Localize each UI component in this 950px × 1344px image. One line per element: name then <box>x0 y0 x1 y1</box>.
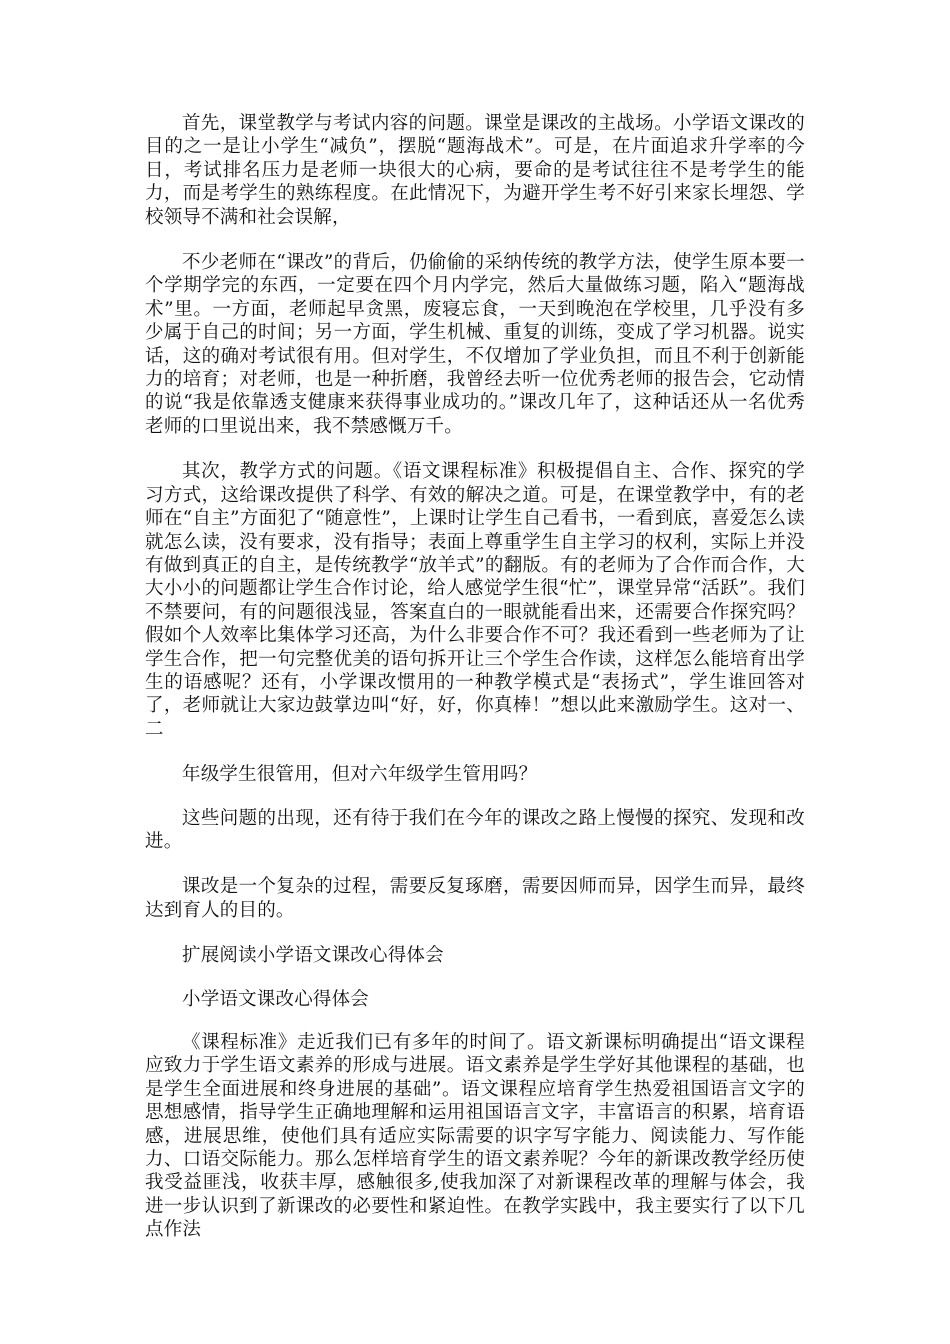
paragraph-complex-process: 课改是一个复杂的过程，需要反复琢磨，需要因师而异，因学生而异，最终达到育人的目的。 <box>145 876 805 921</box>
paragraph-traditional-methods: 不少老师在“课改”的背后，仍偷偷的采纳传统的教学方法，使学生原本要一个学期学完的东西，一定要在四个月内学完，然后大量做练习题，陷入“题海战术”里。一方面，老师起早贪黑，废寝忘食，一天到晚泡在学校里，几乎没有多少属于自己的时间；另一方面，学生机械、重复的训练，变成了学习机器。说实话，这的确对考试很有用。但对学生，不仅增加了学业负担，而且不利于创新能力的培育；对老师，也是一种折磨，我曾经去听一位优秀老师的报告会，它动情的说“我是依靠透支健康来获得事业成功的。”课改几年了，这种话还从一名优秀老师的口里说出来，我不禁感慨万千。 <box>145 252 805 437</box>
document-body <box>145 112 805 1264</box>
heading-reflection-title: 小学语文课改心得体会 <box>182 988 370 1010</box>
paragraph-curriculum-standard: 《课程标准》走近我们已有多年的时间了。语文新课标明确提出“语文课程应致力于学生语文素养的形成与进展。语文素养是学生学好其他课程的基础，也是学生全面进展和终身进展的基础”。语文课程应培育学生热爱祖国语言文字的思想感情，指导学生正确地理解和运用祖国语言文字，丰富语言的积累，培育语感，进展思维，使他们具有适应实际需要的识字写字能力、阅读能力、写作能力、口语交际能力。那么怎样培育学生的语文素养呢？今年的新课改教学经历使我受益匪浅，收获丰厚，感触很多,使我加深了对新课程改革的理解与体会，我进一步认识到了新课改的必要性和紧迫性。在教学实践中，我主要实行了以下几点作法 <box>145 1032 805 1241</box>
paragraph-exam-content: 首先，课堂教学与考试内容的问题。课堂是课改的主战场。小学语文课改的目的之一是让小学生“减负”，摆脱“题海战术”。可是，在片面追求升学率的今日，考试排名压力是老师一块很大的心病，要命的是考试往往不是考学生的能力，而是考学生的熟练程度。在此情况下，为避开学生考不好引来家长埋怨、学校领导不满和社会误解， <box>145 113 805 228</box>
paragraph-problems: 这些问题的出现，还有待于我们在今年的课改之路上慢慢的探究、发现和改进。 <box>145 807 805 852</box>
paragraph-teaching-methods: 其次，教学方式的问题。《语文课程标准》积极提倡自主、合作、探究的学习方式，这给课改提供了科学、有效的解决之道。可是，在课堂教学中，有的老师在“自主”方面犯了“随意性”，上课时让学生自己看书，一看到底，喜爱怎么读就怎么读，没有要求，没有指导；表面上尊重学生自主学习的权利，实际上并没有做到真正的自主，是传统教学“放羊式”的翻版。有的老师为了合作而合作，大大小小的问题都让学生合作讨论，给人感觉学生很“忙”，课堂异常“活跃”。我们不禁要问，有的问题很浅显，答案直白的一眼就能看出来，还需要合作探究吗？假如个人效率比集体学习还高，为什么非要合作不可？我还看到一些老师为了让学生合作，把一句完整优美的语句拆开让三个学生合作读，这样怎么能培育出学生的语感呢？还有，小学课改惯用的一种教学模式是“表扬式”，学生谁回答对了，老师就让大家边鼓掌边叫“好，好，你真棒！”想以此来激励学生。这对一、二 <box>145 461 805 740</box>
paragraph-grade-students: 年级学生很管用，但对六年级学生管用吗？ <box>182 764 538 786</box>
heading-extended-reading: 扩展阅读小学语文课改心得体会 <box>182 945 444 967</box>
